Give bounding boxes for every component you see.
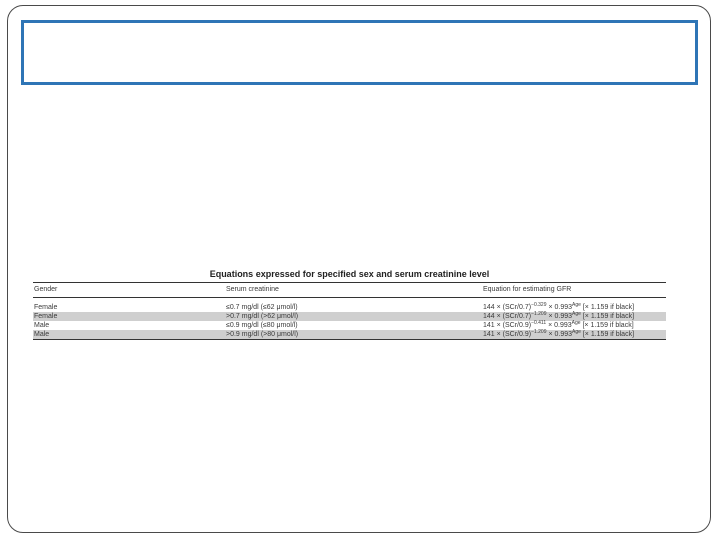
cell-gender: Male (34, 322, 50, 329)
equation-age-factor: × 0.993 (546, 304, 572, 311)
cell-serum-creatinine: >0.7 mg/dl (>62 μmol/l) (226, 313, 299, 320)
gfr-equation-table (33, 266, 666, 340)
equation-exponent: −1.209 (531, 311, 547, 317)
equation-exponent: −1.209 (531, 329, 547, 335)
equation-exponent: −0.411 (531, 320, 547, 326)
equation-black-factor: [× 1.159 if black] (580, 331, 635, 338)
table-row (33, 330, 666, 339)
cell-gender: Female (34, 313, 58, 320)
equation-age-exponent: Age (572, 302, 581, 308)
cell-serum-creatinine: ≤0.7 mg/dl (≤62 μmol/l) (226, 304, 298, 311)
equation-age-exponent: Age (572, 311, 581, 317)
cell-gender: Male (34, 331, 50, 338)
equation-black-factor: [× 1.159 if black] (580, 313, 635, 320)
equation-black-factor: [× 1.159 if black] (580, 322, 634, 329)
equation-black-factor: [× 1.159 if black] (580, 304, 635, 311)
header-gender: Gender (34, 286, 58, 293)
table-bottom-rule (33, 339, 666, 340)
header-serum-creatinine: Serum creatinine (226, 286, 279, 293)
equation-age-exponent: Age (571, 320, 581, 326)
equation-age-factor: × 0.993 (546, 322, 572, 329)
cell-equation (483, 330, 666, 339)
equation-base: 144 × (SCr/0.7) (483, 304, 532, 311)
cell-serum-creatinine: >0.9 mg/dl (>80 μmol/l) (226, 331, 299, 338)
equation-age-factor: × 0.993 (546, 331, 572, 338)
equation-age-exponent: Age (572, 329, 581, 335)
table-body (33, 303, 666, 339)
table-header-row (33, 283, 666, 297)
equation-age-factor: × 0.993 (546, 313, 572, 320)
equation-base: 141 × (SCr/0.9) (483, 322, 532, 329)
equation-base: 141 × (SCr/0.9) (483, 331, 532, 338)
header-equation: Equation for estimating GFR (483, 286, 572, 293)
table-title: Equations expressed for specified sex and serum creatinine level (209, 269, 490, 279)
equation-base: 144 × (SCr/0.7) (483, 313, 532, 320)
equation-exponent: −0.329 (531, 302, 547, 308)
title-placeholder[interactable] (21, 20, 698, 85)
cell-gender: Female (34, 304, 58, 311)
cell-serum-creatinine: ≤0.9 mg/dl (≤80 μmol/l) (226, 322, 298, 329)
